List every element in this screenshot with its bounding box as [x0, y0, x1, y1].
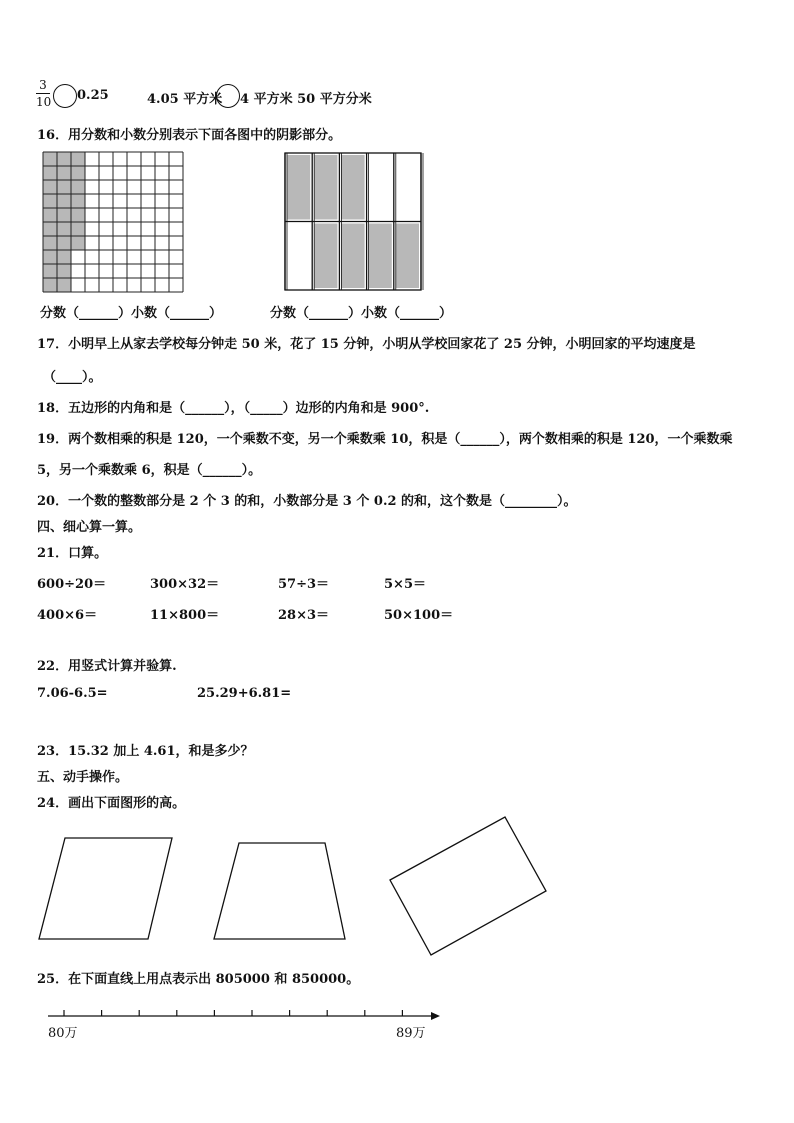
vertical-calc-item: 25.29+6.81=: [197, 686, 292, 701]
q17-line1: 17．小明早上从家去学校每分钟走 50 米，花了 15 分钟，小明从学校回家花了 25 分钟，小明回家的平均速度是: [37, 337, 696, 352]
q16-answer-left: 分数（______）小数（______）: [40, 306, 223, 321]
arrow-icon: [431, 1012, 440, 1020]
q24-text: 24．画出下面图形的高。: [37, 796, 186, 811]
compare-right-value-1: 0.25: [77, 88, 109, 103]
oral-calc-item: 57÷3＝: [278, 577, 330, 592]
compare-right-value-2: 4 平方米 50 平方分米: [240, 92, 372, 107]
fraction-denominator: 10: [36, 95, 52, 109]
q22-text: 22．用竖式计算并验算.: [37, 659, 177, 674]
oral-calc-item: 5×5＝: [384, 577, 426, 592]
q23-text: 23．15.32 加上 4.61，和是多少？: [37, 744, 254, 759]
oral-calc-item: 300×32＝: [150, 577, 220, 592]
number-line-start-label: 80万: [48, 1026, 78, 1041]
q17-line2: （____）。: [43, 370, 102, 385]
oral-calc-item: 28×3＝: [278, 608, 330, 623]
oral-calc-item: 11×800＝: [150, 608, 220, 623]
q16-answer-right: 分数（______）小数（______）: [270, 306, 453, 321]
q18-text: 18．五边形的内角和是（______），（_____）边形的内角和是 900°.: [37, 401, 430, 416]
fraction-numerator: 3: [39, 78, 47, 92]
q16-text: 16．用分数和小数分别表示下面各图中的阴影部分。: [37, 128, 342, 143]
oral-calc-item: 600÷20＝: [37, 577, 107, 592]
q25-text: 25．在下面直线上用点表示出 805000 和 850000。: [37, 972, 360, 987]
compare-left-value-2: 4.05 平方米: [147, 92, 223, 107]
number-line-end-label: 89万: [396, 1026, 426, 1041]
q19-line2: 5，另一个乘数乘 6，积是（______）。: [37, 463, 262, 478]
oral-calc-item: 50×100＝: [384, 608, 454, 623]
q20-text: 20．一个数的整数部分是 2 个 3 的和，小数部分是 3 个 0.2 的和，这个数是（________）。: [37, 494, 577, 509]
section-4-heading: 四、细心算一算。: [37, 520, 142, 535]
section-5-heading: 五、动手操作。: [37, 770, 129, 785]
oral-calc-item: 400×6＝: [37, 608, 98, 623]
q21-text: 21．口算。: [37, 546, 108, 561]
q19-line1: 19．两个数相乘的积是 120，一个乘数不变，另一个乘数乘 10，积是（______），两个数相乘的积是 120，一个乘数乘: [37, 432, 733, 447]
vertical-calc-item: 7.06-6.5=: [37, 686, 108, 701]
